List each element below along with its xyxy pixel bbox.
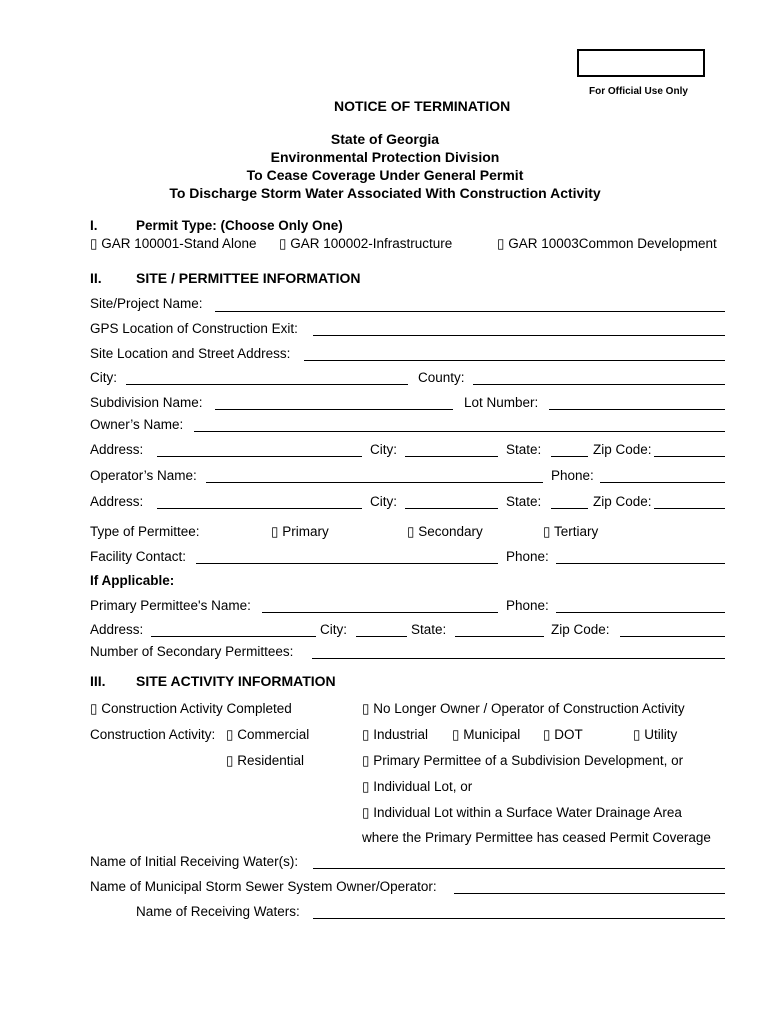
ms4-field[interactable] bbox=[454, 893, 725, 894]
owner-zip-field[interactable] bbox=[654, 456, 725, 457]
owner-state-label: State: bbox=[506, 442, 542, 457]
permit-option-stand-alone[interactable] bbox=[90, 236, 257, 252]
checkbox-icon[interactable]: ▯ bbox=[633, 727, 641, 742]
if-applicable-label: If Applicable: bbox=[90, 573, 175, 588]
option-label: Tertiary bbox=[553, 524, 599, 539]
primary-state-field[interactable] bbox=[455, 636, 544, 637]
activity-commercial-option[interactable] bbox=[226, 727, 309, 743]
checkbox-icon[interactable]: ▯ bbox=[407, 524, 415, 539]
site-name-field[interactable] bbox=[215, 311, 725, 312]
operator-city-label: City: bbox=[370, 494, 397, 509]
ceased-coverage-text: where the Primary Permittee has ceased Permit Coverage bbox=[362, 830, 711, 845]
permit-option-infrastructure[interactable] bbox=[279, 236, 452, 252]
owner-state-field[interactable] bbox=[551, 456, 588, 457]
permit-option-label: GAR 100001-Stand Alone bbox=[101, 236, 257, 251]
lot-number-label: Lot Number: bbox=[464, 395, 539, 410]
option-label: Municipal bbox=[463, 727, 521, 742]
subtitle-discharge: To Discharge Storm Water Associated With Construction Activity bbox=[169, 185, 601, 201]
operator-zip-field[interactable] bbox=[654, 508, 725, 509]
checkbox-icon[interactable]: ▯ bbox=[226, 753, 234, 768]
owner-city-label: City: bbox=[370, 442, 397, 457]
subdivision-label: Subdivision Name: bbox=[90, 395, 203, 410]
checkbox-icon[interactable]: ▯ bbox=[497, 236, 505, 251]
section-3-number: III. bbox=[90, 673, 106, 689]
permit-option-label: GAR 10003Common Development bbox=[508, 236, 717, 251]
checkbox-icon[interactable]: ▯ bbox=[362, 727, 370, 742]
permittee-secondary-option[interactable] bbox=[407, 524, 483, 540]
checkbox-icon[interactable]: ▯ bbox=[362, 805, 370, 820]
primary-subdivision-option[interactable] bbox=[362, 753, 683, 769]
section-1-number: I. bbox=[90, 218, 98, 233]
owner-address-label: Address: bbox=[90, 442, 144, 457]
activity-industrial-option[interactable] bbox=[362, 727, 428, 743]
site-county-field[interactable] bbox=[473, 384, 725, 385]
primary-address-label: Address: bbox=[90, 622, 144, 637]
primary-address-field[interactable] bbox=[151, 636, 316, 637]
owner-name-field[interactable] bbox=[194, 431, 725, 432]
receiving-waters-label: Name of Receiving Waters: bbox=[136, 904, 300, 919]
subtitle-division: Environmental Protection Division bbox=[270, 149, 500, 165]
operator-address-field[interactable] bbox=[157, 508, 362, 509]
site-city-field[interactable] bbox=[126, 384, 408, 385]
option-label: Utility bbox=[644, 727, 678, 742]
operator-phone-field[interactable] bbox=[600, 482, 725, 483]
owner-name-label: Owner’s Name: bbox=[90, 417, 184, 432]
activity-dot-option[interactable] bbox=[543, 727, 583, 743]
individual-lot-option[interactable] bbox=[362, 779, 472, 795]
initial-water-field[interactable] bbox=[313, 868, 725, 869]
construction-activity-label: Construction Activity: bbox=[90, 727, 216, 742]
checkbox-icon[interactable]: ▯ bbox=[543, 727, 551, 742]
individual-lot-surface-option[interactable] bbox=[362, 805, 682, 821]
site-address-label: Site Location and Street Address: bbox=[90, 346, 291, 361]
checkbox-icon[interactable]: ▯ bbox=[271, 524, 279, 539]
num-secondary-label: Number of Secondary Permittees: bbox=[90, 644, 294, 659]
num-secondary-field[interactable] bbox=[312, 658, 725, 659]
site-city-label: City: bbox=[90, 370, 117, 385]
option-label: Residential bbox=[237, 753, 304, 768]
operator-state-label: State: bbox=[506, 494, 542, 509]
checkbox-icon[interactable]: ▯ bbox=[543, 524, 551, 539]
activity-residential-option[interactable] bbox=[226, 753, 304, 769]
operator-city-field[interactable] bbox=[405, 508, 498, 509]
facility-phone-field[interactable] bbox=[556, 563, 725, 564]
option-label: Construction Activity Completed bbox=[101, 701, 292, 716]
site-name-label: Site/Project Name: bbox=[90, 296, 203, 311]
checkbox-icon[interactable]: ▯ bbox=[452, 727, 460, 742]
option-label: DOT bbox=[554, 727, 583, 742]
activity-utility-option[interactable] bbox=[633, 727, 677, 743]
section-1-title: Permit Type: (Choose Only One) bbox=[136, 218, 343, 233]
permit-option-common-development[interactable] bbox=[497, 236, 717, 252]
facility-phone-label: Phone: bbox=[506, 549, 549, 564]
option-label: Industrial bbox=[373, 727, 428, 742]
lot-number-field[interactable] bbox=[549, 409, 725, 410]
option-label: Primary Permittee of a Subdivision Development, or bbox=[373, 753, 684, 768]
section-2-number: II. bbox=[90, 270, 102, 286]
checkbox-icon[interactable]: ▯ bbox=[362, 701, 370, 716]
primary-state-label: State: bbox=[411, 622, 447, 637]
checkbox-icon[interactable]: ▯ bbox=[279, 236, 287, 251]
operator-address-label: Address: bbox=[90, 494, 144, 509]
section-3-title: SITE ACTIVITY INFORMATION bbox=[136, 673, 336, 689]
option-label: Individual Lot, or bbox=[373, 779, 473, 794]
permittee-primary-option[interactable] bbox=[271, 524, 329, 540]
option-label: No Longer Owner / Operator of Construction Activity bbox=[373, 701, 685, 716]
receiving-waters-field[interactable] bbox=[313, 918, 725, 919]
facility-contact-label: Facility Contact: bbox=[90, 549, 187, 564]
official-use-label: For Official Use Only bbox=[589, 86, 688, 97]
option-label: Primary bbox=[282, 524, 329, 539]
activity-municipal-option[interactable] bbox=[452, 727, 520, 743]
permit-option-label: GAR 100002-Infrastructure bbox=[290, 236, 453, 251]
primary-permittee-name-label: Primary Permittee's Name: bbox=[90, 598, 251, 613]
subtitle-state: State of Georgia bbox=[330, 131, 440, 147]
primary-permittee-name-field[interactable] bbox=[262, 612, 498, 613]
subtitle-cease: To Cease Coverage Under General Permit bbox=[246, 167, 524, 183]
ms4-label: Name of Municipal Storm Sewer System Owner/Operator: bbox=[90, 879, 437, 894]
checkbox-icon[interactable]: ▯ bbox=[362, 779, 370, 794]
option-label: Individual Lot within a Surface Water Drainage Area bbox=[373, 805, 682, 820]
primary-phone-label: Phone: bbox=[506, 598, 549, 613]
permittee-tertiary-option[interactable] bbox=[543, 524, 598, 540]
primary-city-field[interactable] bbox=[356, 636, 407, 637]
gps-label: GPS Location of Construction Exit: bbox=[90, 321, 298, 336]
owner-city-field[interactable] bbox=[405, 456, 498, 457]
subdivision-field[interactable] bbox=[215, 409, 453, 410]
gps-field[interactable] bbox=[313, 335, 725, 336]
operator-zip-label: Zip Code: bbox=[593, 494, 652, 509]
primary-phone-field[interactable] bbox=[556, 612, 725, 613]
activity-completed-option[interactable] bbox=[90, 701, 292, 717]
option-label: Commercial bbox=[237, 727, 310, 742]
owner-address-field[interactable] bbox=[157, 456, 362, 457]
official-use-box[interactable] bbox=[577, 49, 705, 77]
primary-zip-field[interactable] bbox=[620, 636, 725, 637]
facility-contact-field[interactable] bbox=[196, 563, 498, 564]
operator-name-label: Operator’s Name: bbox=[90, 468, 197, 483]
no-longer-owner-option[interactable] bbox=[362, 701, 685, 717]
primary-city-label: City: bbox=[320, 622, 347, 637]
checkbox-icon[interactable]: ▯ bbox=[362, 753, 370, 768]
section-2-title: SITE / PERMITTEE INFORMATION bbox=[136, 270, 361, 286]
checkbox-icon[interactable]: ▯ bbox=[226, 727, 234, 742]
checkbox-icon[interactable]: ▯ bbox=[90, 236, 98, 251]
option-label: Secondary bbox=[418, 524, 483, 539]
operator-name-field[interactable] bbox=[206, 482, 543, 483]
site-county-label: County: bbox=[418, 370, 465, 385]
type-permittee-label: Type of Permittee: bbox=[90, 524, 200, 539]
operator-phone-label: Phone: bbox=[551, 468, 594, 483]
operator-state-field[interactable] bbox=[551, 508, 588, 509]
site-address-field[interactable] bbox=[304, 360, 725, 361]
primary-zip-label: Zip Code: bbox=[551, 622, 610, 637]
initial-water-label: Name of Initial Receiving Water(s): bbox=[90, 854, 299, 869]
checkbox-icon[interactable]: ▯ bbox=[90, 701, 98, 716]
page-title: NOTICE OF TERMINATION bbox=[334, 98, 511, 114]
owner-zip-label: Zip Code: bbox=[593, 442, 652, 457]
